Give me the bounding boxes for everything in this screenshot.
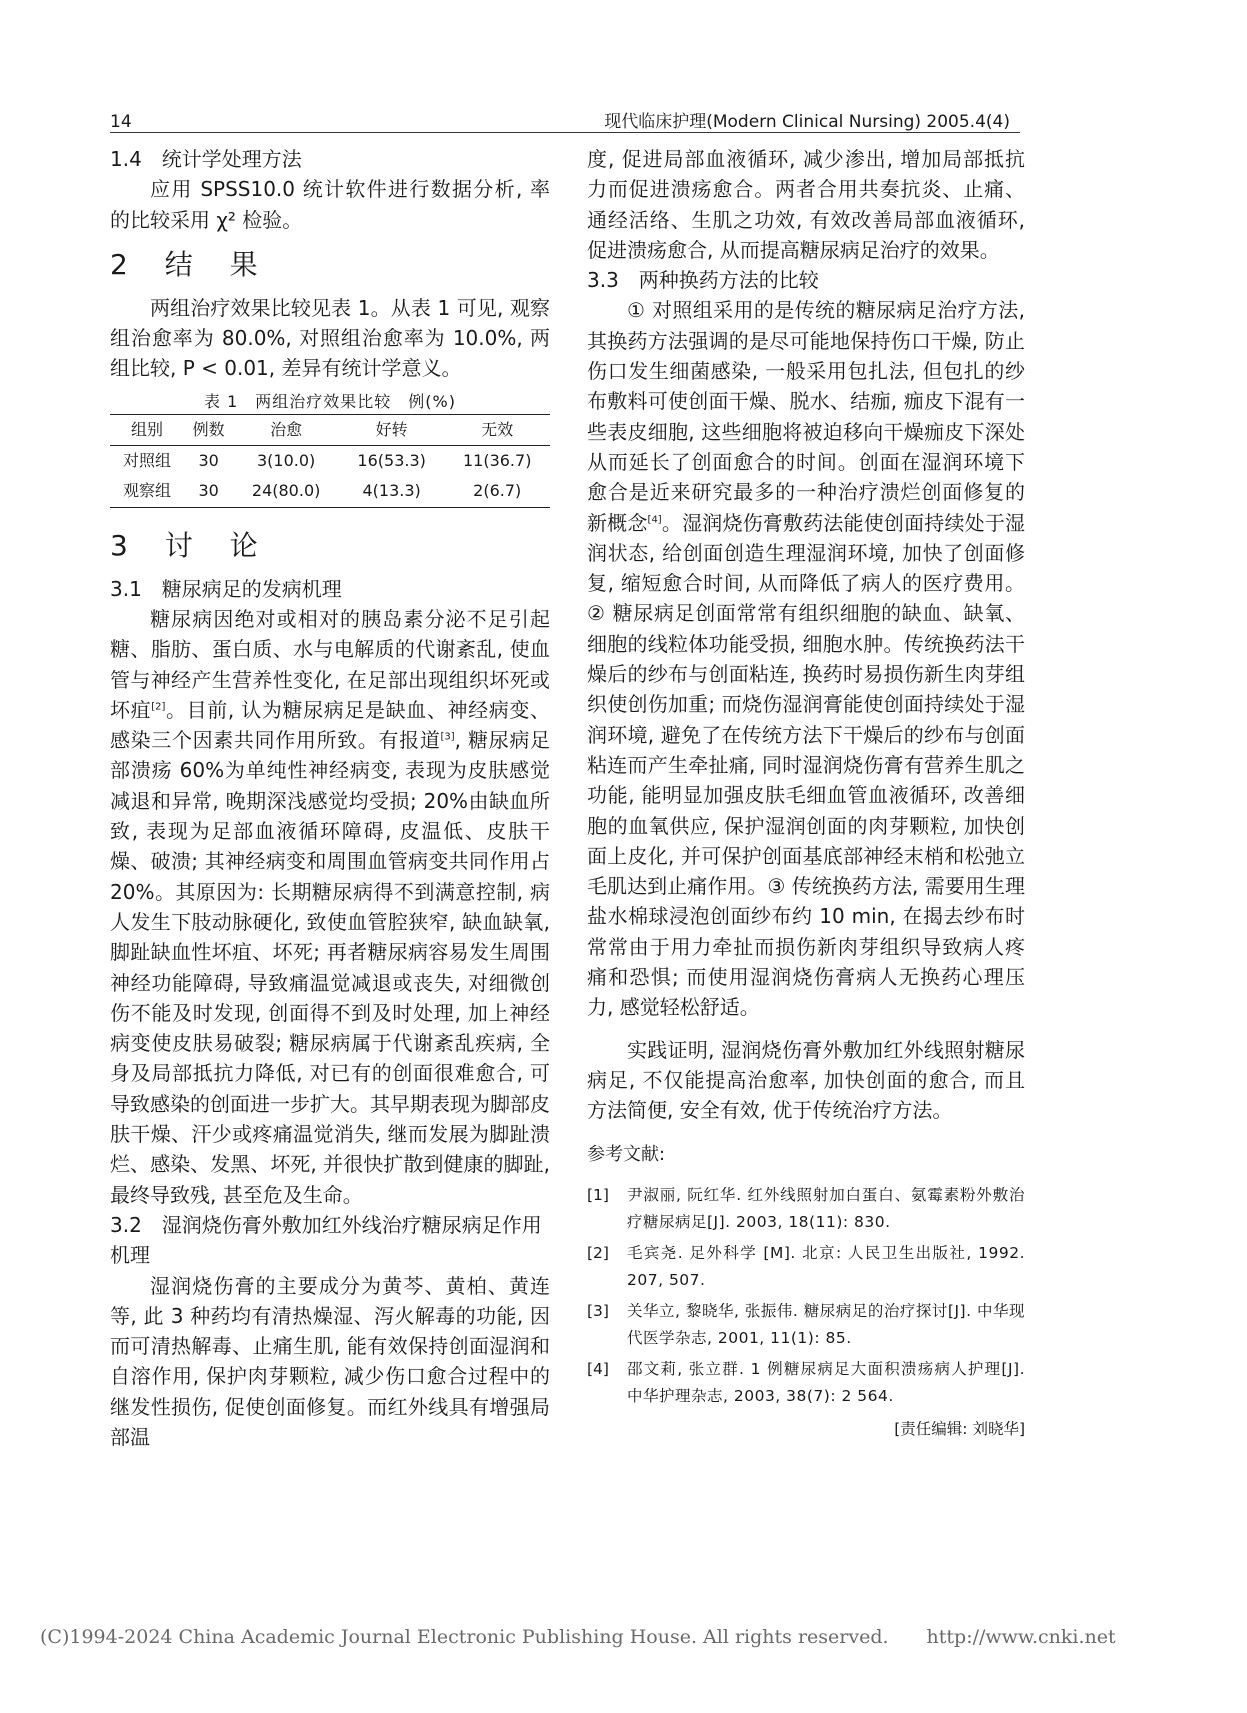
table-cell: 11(36.7) xyxy=(462,451,532,471)
table-cell: 30 xyxy=(198,481,219,501)
section-2-title: 2 结 果 xyxy=(110,247,272,281)
header-rule xyxy=(110,132,1020,133)
table-cell: 观察组 xyxy=(123,481,172,501)
table-header-cell: 组别 xyxy=(131,419,164,439)
reference-text: 尹淑丽, 阮红华. 红外线照射加白蛋白、氨霉素粉外敷治疗糖尿病足[J]. 2003, 18(11): 830. xyxy=(627,1185,1025,1231)
results-table xyxy=(110,414,550,508)
section-3-1-part: , 糖尿病足部溃疡 60%为单纯性神经病变, 表现为皮肤感觉减退和异常, 晚期深浅感觉均受损; 20%由缺血所致, 表现为足部血液循环障碍, 皮温低、皮肤干燥、破溃; 其神经病变和周围血管病变共同作用占 20%。其原因为: 长期糖尿病得不到满意控制, 病人发生下肢动脉硬化, 致使血管腔狭窄, 缺血缺氧, 脚趾缺血性坏疽、坏死; 再者糖尿病容易发生周围神经功能障碍, 导致痛温觉减退或丧失, 对细微创伤不能及时发现, 创面得不到及时处理, 加上神经病变使皮肤易破裂; 糖尿病属于代谢紊乱疾病, 全身及局部抵抗力降低, 对已有的创面很难愈合, 可导致感染的创面进一步扩大。其早期表现为脚部皮肤干燥、汗少或疼痛温觉消失, 继而发展为脚趾溃烂、感染、发黑、坏死, 并很快扩散到健康的脚趾, 最终导致残, 甚至危及生命。 xyxy=(110,728,551,1207)
reference-item xyxy=(587,1356,1025,1410)
reference-item xyxy=(587,1298,1025,1352)
section-3-1-part: 糖尿病因绝对或相对的胰岛素分泌不足引起糖、脂肪、蛋白质、水与电解质的代谢紊乱, 使血管与神经产生营养性变化, 在足部出现组织坏死或坏疽 xyxy=(110,606,550,722)
reference-number: [1] xyxy=(587,1185,609,1204)
citation-4: [4] xyxy=(647,513,662,525)
section-3-title: 3 讨 论 xyxy=(110,528,272,562)
section-3-1-title: 3.1 糖尿病足的发病机理 xyxy=(110,576,342,601)
results-table-block xyxy=(110,390,550,508)
reference-item xyxy=(587,1182,1025,1236)
table-caption: 表 1 两组治疗效果比较 例(%) xyxy=(204,391,456,411)
section-3-2-title: 3.2 湿润烧伤膏外敷加红外线治疗糖尿病足作用机理 xyxy=(110,1212,542,1268)
table-cell: 24(80.0) xyxy=(251,481,321,501)
reference-item xyxy=(587,1240,1025,1294)
references-title: 参考文献: xyxy=(587,1143,666,1165)
page-header xyxy=(110,98,1010,132)
reference-list xyxy=(587,1182,1025,1410)
reference-text: 邵文莉, 张立群. 1 例糖尿病足大面积溃疡病人护理[J]. 中华护理杂志, 2003, 38(7): 2 564. xyxy=(627,1359,1025,1405)
continued-text: 度, 促进局部血液循环, 减少渗出, 增加局部抵抗力而促进溃疡愈合。两者合用共奏抗炎、止痛、通经活络、生肌之功效, 有效改善局部血液循环, 促进溃疡愈合, 从而提高糖尿病足治疗的效果。 xyxy=(587,147,1025,262)
table-cell: 4(13.3) xyxy=(362,481,421,501)
reference-number: [3] xyxy=(587,1301,609,1320)
copyright-footer: (C)1994-2024 China Academic Journal Electronic Publishing House. All rights reserved. http://www.cnki.net xyxy=(40,1626,1116,1648)
responsible-editor: [责任编辑: 刘晓华] xyxy=(894,1419,1025,1438)
page-number: 14 xyxy=(110,112,132,132)
reference-text: 毛宾尧. 足外科学 [M]. 北京: 人民卫生出版社, 1992. 207, 507. xyxy=(627,1243,1025,1289)
journal-title: 现代临床护理(Modern Clinical Nursing) 2005.4(4) xyxy=(604,112,1010,132)
citation-3: [3] xyxy=(440,731,455,743)
section-3-3-text xyxy=(587,295,1025,1022)
section-3-3-part: ① 对照组采用的是传统的糖尿病足治疗方法, 其换药方法强调的是尽可能地保持伤口干燥, 防止伤口发生细菌感染, 一般采用包扎法, 但包扎的纱布敷料可使创面干燥、脱水、结痂, 痂皮下混有一些表皮细胞, 这些细胞将被迫移向干燥痂皮下深处从而延长了创面愈合的时间。创面在湿润环境下愈合是近来研究最多的一种治疗溃烂创面修复的新概念 xyxy=(587,298,1025,535)
conclusion-paragraph: 实践证明, 湿润烧伤膏外敷加红外线照射糖尿病足, 不仅能提高治愈率, 加快创面的愈合, 而且方法简便, 安全有效, 优于传统治疗方法。 xyxy=(587,1037,1025,1123)
citation-2: [2] xyxy=(151,701,166,713)
reference-text: 关华立, 黎晓华, 张振伟. 糖尿病足的治疗探讨[J]. 中华现代医学杂志, 2001, 11(1): 85. xyxy=(627,1301,1025,1347)
reference-number: [2] xyxy=(587,1243,609,1262)
section-3-2-text: 湿润烧伤膏的主要成分为黄芩、黄柏、黄连等, 此 3 种药均有清热燥湿、泻火解毒的功能, 因而可清热解毒、止痛生肌, 能有效保持创面湿润和自溶作用, 保护肉芽颗粒, 减少伤口愈合过程中的继发性损伤, 促使创面修复。而红外线具有增强局部温 xyxy=(110,1273,550,1449)
table-cell: 16(53.3) xyxy=(357,451,426,471)
table-cell: 对照组 xyxy=(123,451,172,471)
table-row xyxy=(110,476,550,507)
reference-number: [4] xyxy=(587,1359,609,1378)
table-cell: 30 xyxy=(198,451,219,471)
right-column xyxy=(587,144,1025,1444)
section-1-4-title: 1.4 统计学处理方法 xyxy=(110,147,302,171)
table-cell: 3(10.0) xyxy=(256,451,316,471)
section-3-3-title: 3.3 两种换药方法的比较 xyxy=(587,268,819,293)
section-3-1-text xyxy=(110,604,550,1210)
section-2-text: 两组治疗效果比较见表 1。从表 1 可见, 观察组治愈率为 80.0%, 对照组治愈率为 10.0%, 两组比较, P < 0.01, 差异有统计学意义。 xyxy=(110,295,550,381)
section-3-1-part: 。目前, 认为糖尿病足是缺血、神经病变、感染三个因素共同作用所致。有报道 xyxy=(110,697,550,753)
table-header-row xyxy=(110,414,550,445)
table-header-cell: 好转 xyxy=(375,419,408,439)
table-header-cell: 无效 xyxy=(481,419,514,439)
section-1-4-text: 应用 SPSS10.0 统计软件进行数据分析, 率的比较采用 χ² 检验。 xyxy=(110,177,550,232)
left-column xyxy=(110,144,550,1452)
table-header-cell: 治愈 xyxy=(270,419,303,439)
table-header-cell: 例数 xyxy=(192,419,225,439)
table-row xyxy=(110,446,550,477)
table-cell: 2(6.7) xyxy=(473,481,522,501)
section-3-3-part: 。湿润烧伤膏敷药法能使创面持续处于湿润状态, 给创面创造生理湿润环境, 加快了创面修复, 缩短愈合时间, 从而降低了病人的医疗费用。② 糖尿病足创面常常有组织细胞的缺血、缺氧、细胞的线粒体功能受损, 细胞水肿。传统换药法干燥后的纱布与创面粘连, 换药时易损伤新生肉芽组织使创伤加重; 而烧伤湿润膏能使创面持续处于湿润环境, 避免了在传统方法下干燥后的纱布与创面粘连而产生牵扯痛, 同时湿润烧伤膏有营养生肌之功能, 能明显加强皮肤毛细血管血液循环, 改善细胞的血氧供应, 保护湿润创面的肉芽颗粒, 加快创面上皮化, 并可保护创面基底部神经末梢和松弛立毛肌达到止痛作用。③ 传统换药方法, 需要用生理盐水棉球浸泡创面纱布约 10 min, 在揭去纱布时常常由于用力牵扯而损伤新肉芽组织导致病人疼痛和恐惧; 而使用湿润烧伤膏病人无换药心理压力, 感觉轻松舒适。 xyxy=(587,510,1025,1020)
